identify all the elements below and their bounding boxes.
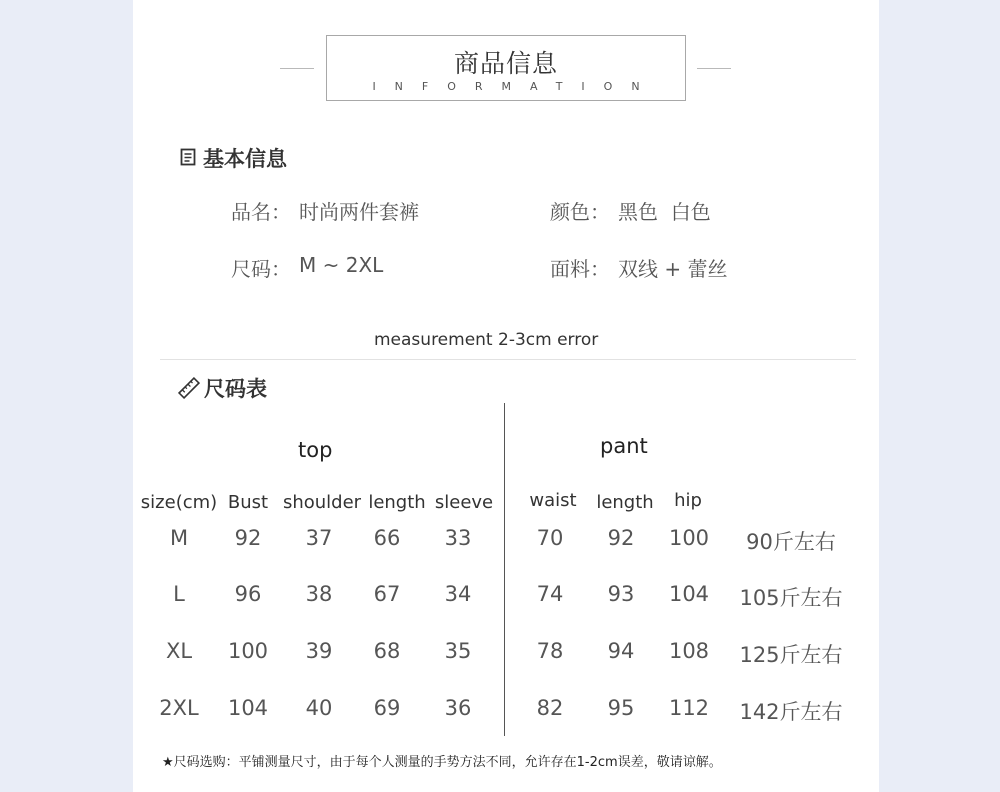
column-header: Bust bbox=[227, 492, 269, 513]
fabric-value: 双线 + 蕾丝 bbox=[618, 257, 728, 281]
fabric-label: 面料： bbox=[550, 257, 610, 281]
column-header: size(cm) bbox=[140, 492, 218, 513]
basic-info-heading: 基本信息 bbox=[203, 147, 287, 171]
column-header: length bbox=[596, 492, 654, 513]
column-header: sleeve bbox=[434, 492, 494, 513]
measurement-note: measurement 2-3cm error bbox=[374, 330, 599, 350]
ruler-icon bbox=[178, 377, 200, 399]
color-label: 颜色： bbox=[550, 200, 610, 224]
measurement-cell: 69 bbox=[373, 696, 401, 720]
column-header: length bbox=[368, 492, 426, 513]
top-group-label: top bbox=[298, 438, 333, 462]
measurement-cell: 34 bbox=[444, 582, 472, 606]
weight-cell: 142斤左右 bbox=[739, 700, 843, 724]
measurement-cell: 66 bbox=[373, 526, 401, 550]
page-subtitle: INFORMATION bbox=[372, 80, 659, 93]
measurement-cell: 94 bbox=[607, 639, 635, 663]
size-cell: M bbox=[169, 526, 189, 550]
measurement-cell: 38 bbox=[305, 582, 333, 606]
column-header: waist bbox=[529, 490, 577, 511]
product-name-value: 时尚两件套裤 bbox=[299, 200, 419, 224]
measurement-cell: 100 bbox=[668, 526, 710, 550]
size-label: 尺码： bbox=[231, 257, 291, 281]
page-title: 商品信息 bbox=[453, 49, 558, 78]
measurement-cell: 70 bbox=[536, 526, 564, 550]
measurement-cell: 96 bbox=[234, 582, 262, 606]
measurement-cell: 100 bbox=[227, 639, 269, 663]
measurement-cell: 104 bbox=[668, 582, 710, 606]
column-header: shoulder bbox=[282, 492, 362, 513]
measurement-cell: 39 bbox=[305, 639, 333, 663]
size-value: M ~ 2XL bbox=[299, 253, 384, 277]
title-right-rule bbox=[697, 68, 731, 69]
section-divider bbox=[160, 359, 856, 360]
measurement-cell: 112 bbox=[668, 696, 710, 720]
size-cell: 2XL bbox=[159, 696, 199, 720]
weight-cell: 125斤左右 bbox=[739, 643, 843, 667]
measurement-cell: 82 bbox=[536, 696, 564, 720]
measurement-cell: 37 bbox=[305, 526, 333, 550]
measurement-cell: 74 bbox=[536, 582, 564, 606]
product-name-label: 品名： bbox=[231, 200, 291, 224]
column-header: hip bbox=[674, 490, 702, 511]
measurement-cell: 104 bbox=[227, 696, 269, 720]
measurement-cell: 95 bbox=[607, 696, 635, 720]
size-cell: L bbox=[173, 582, 185, 606]
measurement-cell: 93 bbox=[607, 582, 635, 606]
measurement-cell: 35 bbox=[444, 639, 472, 663]
measurement-cell: 108 bbox=[668, 639, 710, 663]
measurement-cell: 67 bbox=[373, 582, 401, 606]
title-left-rule bbox=[280, 68, 314, 69]
measurement-cell: 36 bbox=[444, 696, 472, 720]
footer-note: ★尺码选购：平铺测量尺寸，由于每个人测量的手势方法不同，允许存在1-2cm误差，敬请谅解。 bbox=[162, 755, 722, 770]
size-chart-heading: 尺码表 bbox=[204, 377, 267, 401]
weight-cell: 90斤左右 bbox=[746, 530, 836, 554]
measurement-cell: 92 bbox=[607, 526, 635, 550]
measurement-cell: 78 bbox=[536, 639, 564, 663]
document-icon bbox=[180, 148, 197, 166]
title-box bbox=[326, 35, 686, 101]
size-cell: XL bbox=[165, 639, 193, 663]
color-value: 黑色 白色 bbox=[618, 200, 711, 224]
weight-cell: 105斤左右 bbox=[739, 586, 843, 610]
top-pant-divider bbox=[504, 403, 505, 736]
measurement-cell: 92 bbox=[234, 526, 262, 550]
measurement-cell: 33 bbox=[444, 526, 472, 550]
measurement-cell: 68 bbox=[373, 639, 401, 663]
pant-group-label: pant bbox=[600, 434, 648, 458]
measurement-cell: 40 bbox=[305, 696, 333, 720]
